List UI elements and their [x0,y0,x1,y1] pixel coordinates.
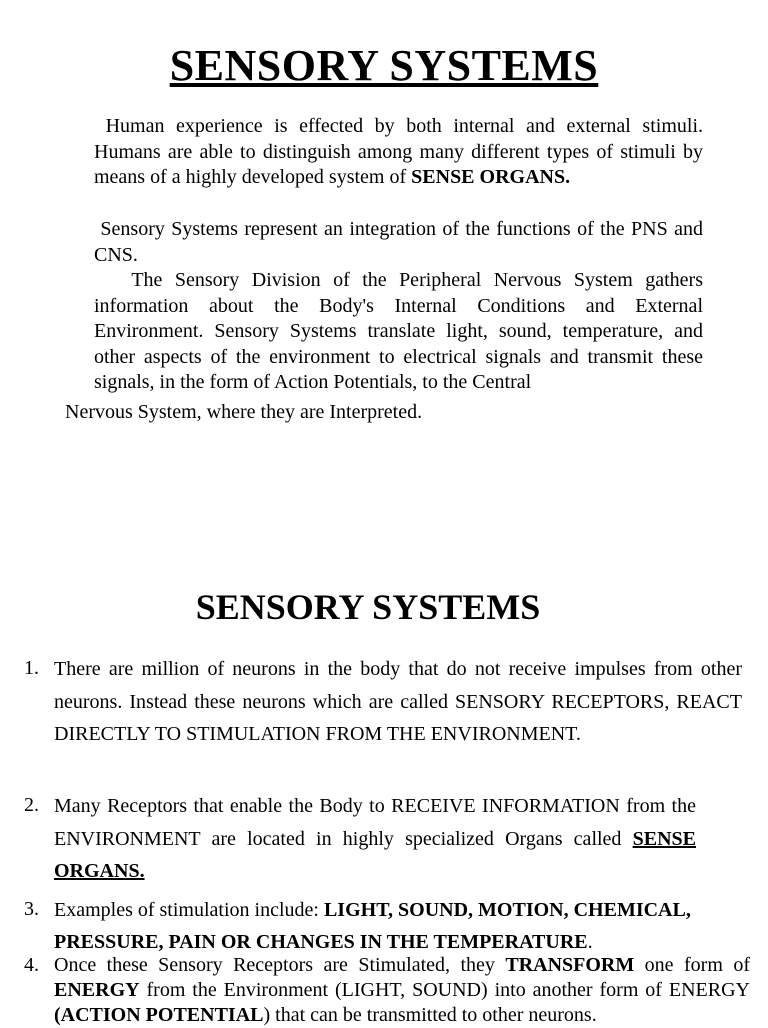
list-item-text-part: Examples of stimulation include: [54,899,324,921]
stimulation-types-bold: LIGHT, SOUND, MOTION, CHEMICAL, PRESSURE, PAIN OR CHANGES IN THE TEMPERATURE [54,899,691,953]
list-item-text: There are million of neurons in the body that do not receive impulses from other neurons. Instead these neurons which are called SENSORY RECEPTORS, REACT DIRECTLY TO STIMULATION FROM THE ENVIRONMENT. [54,658,742,745]
list-item-number: 1. [24,657,39,679]
list-item-text [54,790,696,888]
list-item-number: 4. [24,954,39,976]
list-item-text-part: from the Environment (LIGHT, SOUND) into another form of ENERGY [139,979,750,1001]
list-item-text-part: . [587,931,593,953]
sense-organs-bold: SENSE ORGANS. [411,166,571,188]
integration-text: Sensory Systems represent an integration of the functions of the PNS and CNS. [94,218,703,266]
slide1-title: SENSORY SYSTEMS [169,41,599,90]
slide2-title: SENSORY SYSTEMS [195,587,541,627]
list-item-number: 2. [24,794,39,816]
sensory-division-text: The Sensory Division of the Peripheral Nervous System gathers information about the Body's Internal Conditions and External Environment. Sensory Systems translate light, sound, temperature, and other aspects of the environment to electrical signals and transmit these signals, in the form of Action Potentials, to the Central [94,269,703,393]
transform-bold: TRANSFORM [505,954,635,976]
sensory-division-paragraph [94,268,703,396]
integration-paragraph [94,217,703,268]
action-potential-bold: (ACTION POTENTIAL [54,1004,264,1026]
list-item-number: 3. [24,898,39,920]
sense-organs-underlined: SENSE ORGANS. [54,827,696,882]
list-item-text-part: one form of [634,954,750,976]
list-item-text [54,953,750,1028]
intro-text: Human experience is effected by both internal and external stimuli. Humans are able to distinguish among many different types of stimuli by means of a highly developed system of [94,115,703,188]
list-item-text [54,894,754,958]
nervous-system-line: Nervous System, where they are Interpreted. [65,401,423,423]
intro-paragraph [94,114,703,191]
list-item-text-part: Once these Sensory Receptors are Stimulated, they [54,954,506,976]
list-item-text-part: Many Receptors that enable the Body to RECEIVE INFORMATION from the ENVIRONMENT are located in highly specialized Organs called [54,795,696,850]
energy-bold: ENERGY [54,979,140,1001]
list-item-text-part: ) that can be transmitted to other neurons. [263,1004,597,1026]
